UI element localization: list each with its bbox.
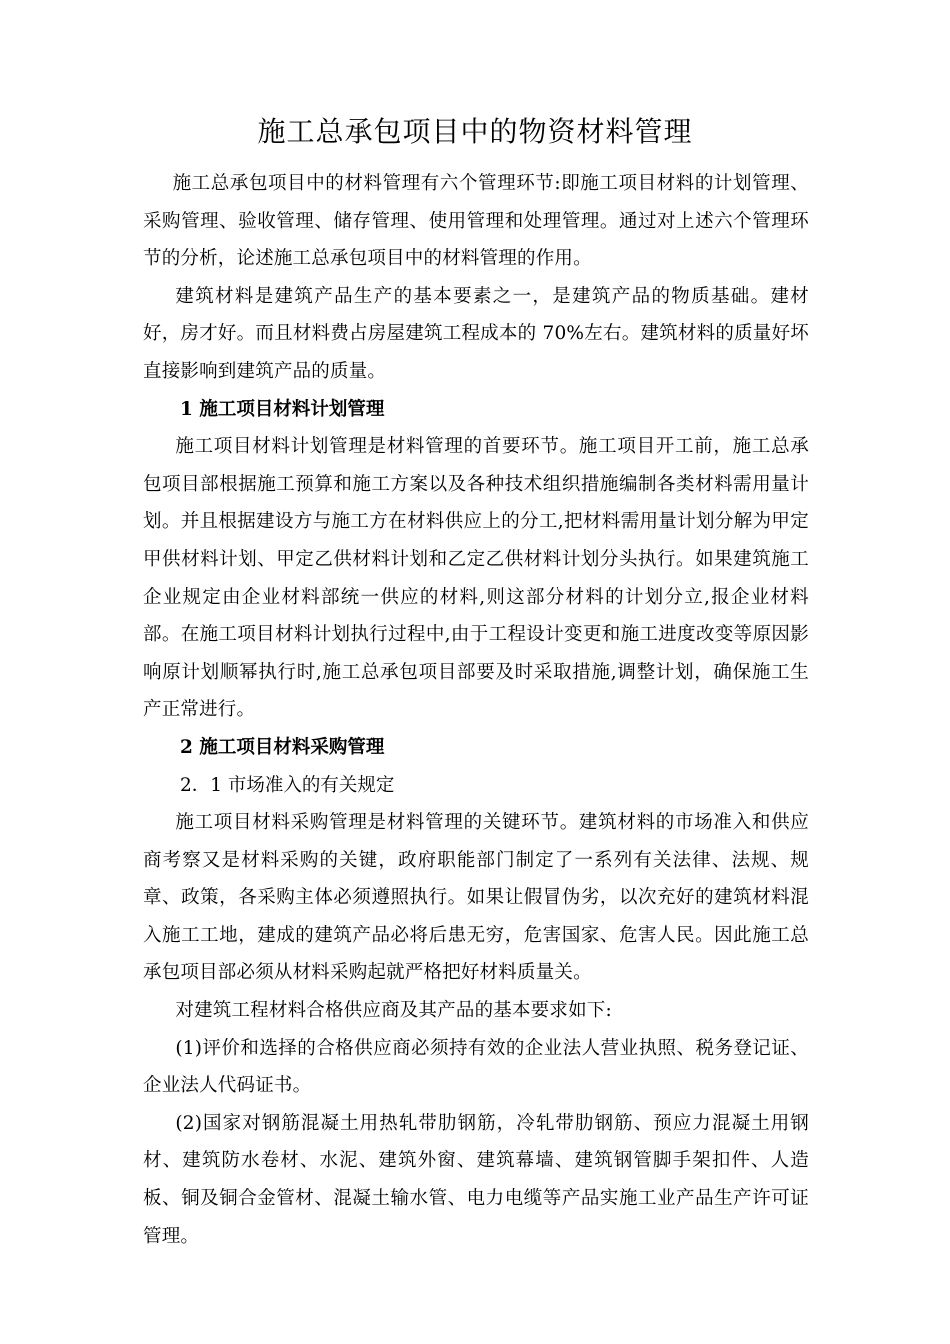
- section-heading-1-text: 1 施工项目材料计划管理: [180, 398, 385, 420]
- paragraph-intro: 施工总承包项目中的材料管理有六个管理环节:即施工项目材料的计划管理、采购管理、验收管理、储存管理、使用管理和处理管理。通过对上述六个管理环节的分析，论述施工总承包项目中的材料管理的作用。: [143, 173, 809, 270]
- section-heading-2: [143, 729, 809, 767]
- paragraph-materials-importance: 建筑材料是建筑产品生产的基本要素之一，是建筑产品的物质基础。建材好，房才好。而且材料费占房屋建筑工程成本的 70%左右。建筑材料的质量好坏直接影响到建筑产品的质量。: [143, 285, 809, 382]
- paragraph-plan-management: 施工项目材料计划管理是材料管理的首要环节。施工项目开工前，施工总承包项目部根据施工预算和施工方案以及各种技术组织措施编制各类材料需用量计划。并且根据建设方与施工方在材料供应上的分工,把材料需用量计划分解为甲定甲供材料计划、甲定乙供材料计划和乙定乙供材料计划分头执行。如果建筑施工企业规定由企业材料部统一供应的材料,则这部分材料的计划分立,报企业材料部。在施工项目材料计划执行过程中,由于工程设计变更和施工进度改变等原因影响原计划顺幂执行时,施工总承包项目部要及时采取措施,调整计划，确保施工生产正常进行。: [143, 436, 809, 721]
- paragraph-requirement-2: (2)国家对钢筋混凝土用热轧带肋钢筋，冷轧带肋钢筋、预应力混凝土用钢材、建筑防水卷材、水泥、建筑外窗、建筑幕墙、建筑钢管脚手架扣件、人造板、铜及铜合金管材、混凝土输水管、电力电缆等产品实施工业产品生产许可证管理。: [143, 1112, 809, 1247]
- document-body: [143, 165, 809, 1255]
- paragraph-requirement-1: (1)评价和选择的合格供应商必须持有效的企业法人营业执照、税务登记证、企业法人代码证书。: [143, 1037, 809, 1097]
- subsection-heading-2-1: 2．1 市场准入的有关规定: [180, 774, 395, 796]
- paragraph-procurement: 施工项目材料采购管理是材料管理的关键环节。建筑材料的市场准入和供应商考察又是材料采购的关键，政府职能部门制定了一系列有关法律、法规、规章、政策，各采购主体必须遵照执行。如果让假冒伪劣，以次充好的建筑材料混入施工工地，建成的建筑产品必将后患无穷，危害国家、危害人民。因此施工总承包项目部必须从材料采购起就严格把好材料质量关。: [143, 812, 809, 984]
- section-heading-2-text: 2 施工项目材料采购管理: [180, 736, 385, 758]
- document-title: 施工总承包项目中的物资材料管理: [257, 115, 693, 148]
- paragraph-supplier-requirements-intro: 对建筑工程材料合格供应商及其产品的基本要求如下:: [175, 1000, 612, 1022]
- section-heading-1: [143, 391, 809, 429]
